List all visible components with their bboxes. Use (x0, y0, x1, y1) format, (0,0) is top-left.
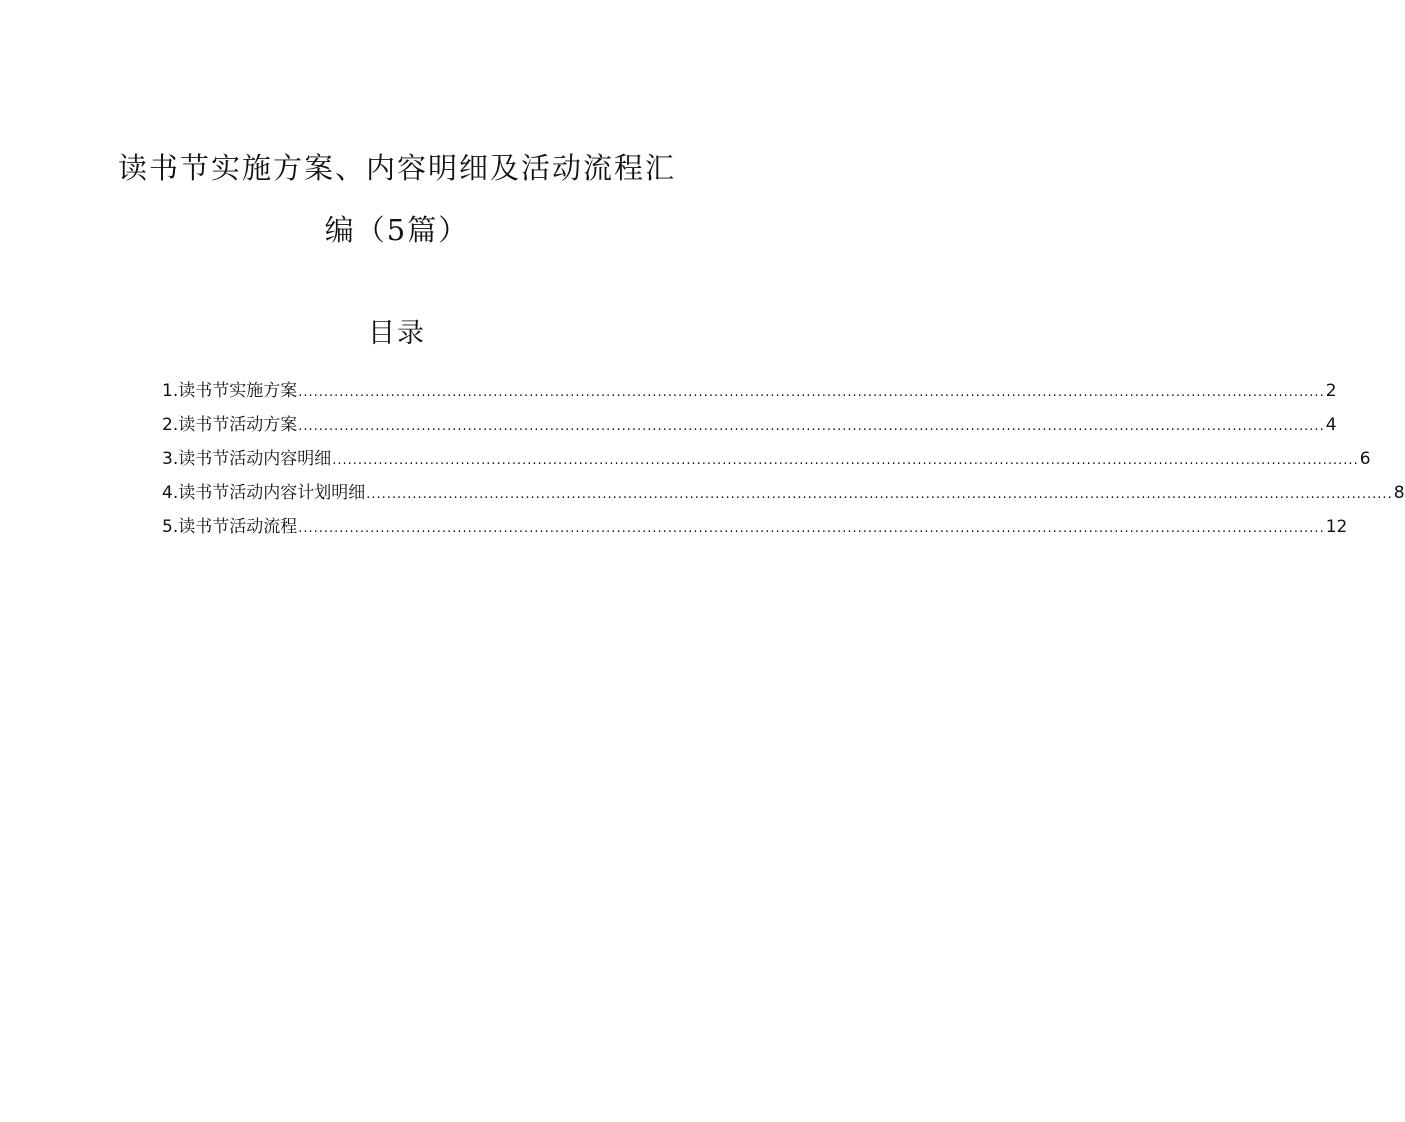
toc-entry-number: 2. (162, 415, 179, 435)
toc-entry-page: 2 (1325, 381, 1337, 401)
toc-entry-page: 6 (1359, 449, 1371, 469)
toc-dot-leader: ........................................................................................................................................................................................................ (298, 419, 1325, 434)
toc-dot-leader: ........................................................................................................................................................................................................ (366, 487, 1393, 502)
toc-entry-page: 8 (1393, 483, 1405, 503)
table-of-contents (162, 374, 1405, 544)
toc-entry-label: 读书节活动内容明细 (178, 449, 332, 469)
toc-entry[interactable] (162, 408, 1337, 442)
toc-dot-leader: ........................................................................................................................................................................................................ (298, 385, 1325, 400)
document-title-line-1: 读书节实施方案、内容明细及活动流程汇 (117, 151, 676, 185)
toc-dot-leader: ........................................................................................................................................................................................................ (332, 453, 1359, 468)
toc-dot-leader: ........................................................................................................................................................................................................ (298, 521, 1325, 536)
toc-entry-number: 3. (162, 449, 179, 469)
toc-entry-label: 读书节活动内容计划明细 (178, 483, 366, 503)
toc-entry[interactable] (162, 374, 1337, 408)
toc-entry-page: 12 (1325, 517, 1348, 537)
toc-heading: 目录 (368, 318, 426, 349)
toc-entry-label: 读书节活动方案 (178, 415, 298, 435)
toc-entry-label: 读书节实施方案 (178, 381, 298, 401)
document-title-line-2: 编（5篇） (324, 213, 470, 247)
toc-entry-number: 5. (162, 517, 179, 537)
toc-entry-label: 读书节活动流程 (178, 517, 298, 537)
toc-entry-page: 4 (1325, 415, 1337, 435)
toc-entry[interactable] (162, 476, 1405, 510)
toc-entry[interactable] (162, 442, 1371, 476)
toc-entry-number: 1. (162, 381, 179, 401)
toc-entry[interactable] (162, 510, 1348, 544)
toc-entry-number: 4. (162, 483, 179, 503)
